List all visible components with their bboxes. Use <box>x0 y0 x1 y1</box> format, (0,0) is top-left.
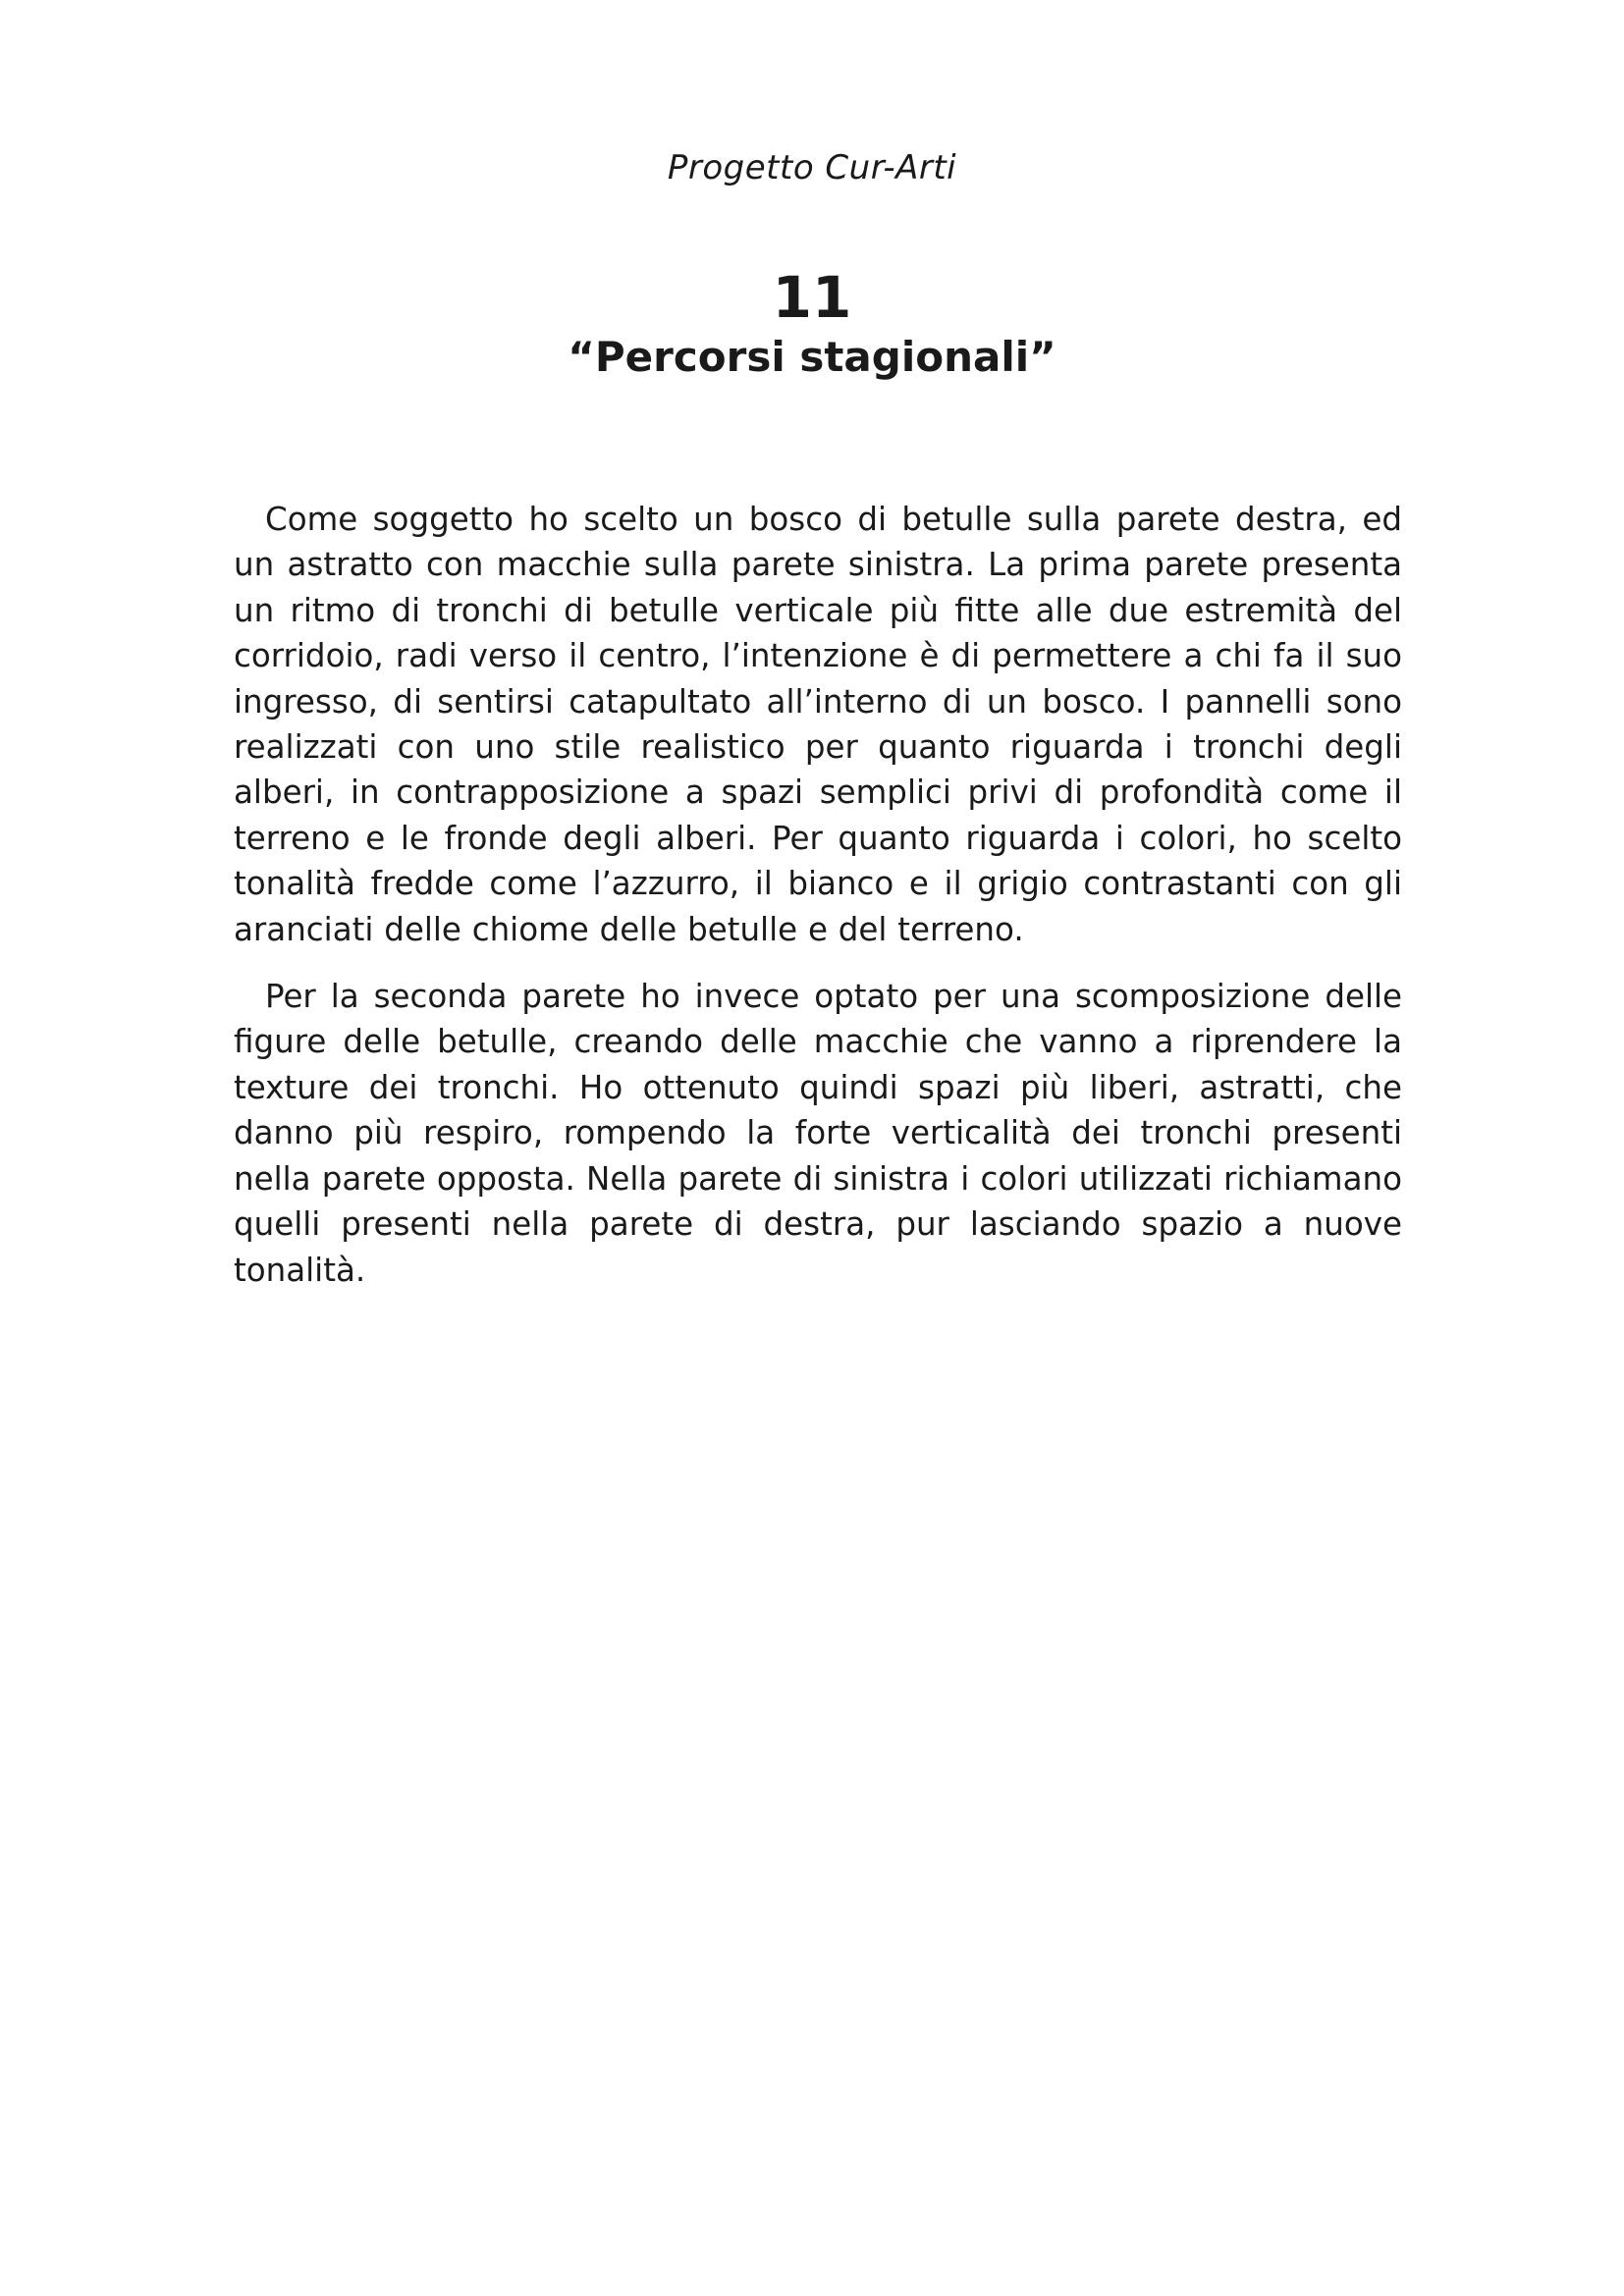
body-text <box>234 497 1402 1314</box>
paragraph-1: Come soggetto ho scelto un bosco di betulle sulla parete destra, ed un astratto con macchie sulla parete sinistra. La prima parete presenta un ritmo di tronchi di betulle verticale più fitte alle due estremità del corridoio, radi verso il centro, l’intenzione è di permettere a chi fa il suo ingresso, di sentirsi catapultato all’interno di un bosco. I pannelli sono realizzati con uno stile realistico per quanto riguarda i tronchi degli alberi, in contrapposizione a spazi semplici privi di profondità come il terreno e le fronde degli alberi. Per quanto riguarda i colori, ho scelto tonalità fredde come l’azzurro, il bianco e il grigio contrastanti con gli aranciati delle chiome delle betulle e del terreno. <box>234 501 1402 948</box>
paragraph-2: Per la seconda parete ho invece optato per una scomposizione delle figure delle betulle, creando delle macchie che vanno a riprendere la texture dei tronchi. Ho ottenuto quindi spazi più liberi, astratti, che danno più respiro, rompendo la forte verticalità dei tronchi presenti nella parete opposta. Nella parete di sinistra i colori utilizzati richiamano quelli presenti nella parete di destra, pur lasciando spazio a nuove tonalità. <box>234 978 1402 1289</box>
chapter-number: 11 <box>772 264 852 331</box>
chapter-title: “Percorsi stagionali” <box>568 333 1056 381</box>
running-header: Progetto Cur-Arti <box>667 148 957 187</box>
